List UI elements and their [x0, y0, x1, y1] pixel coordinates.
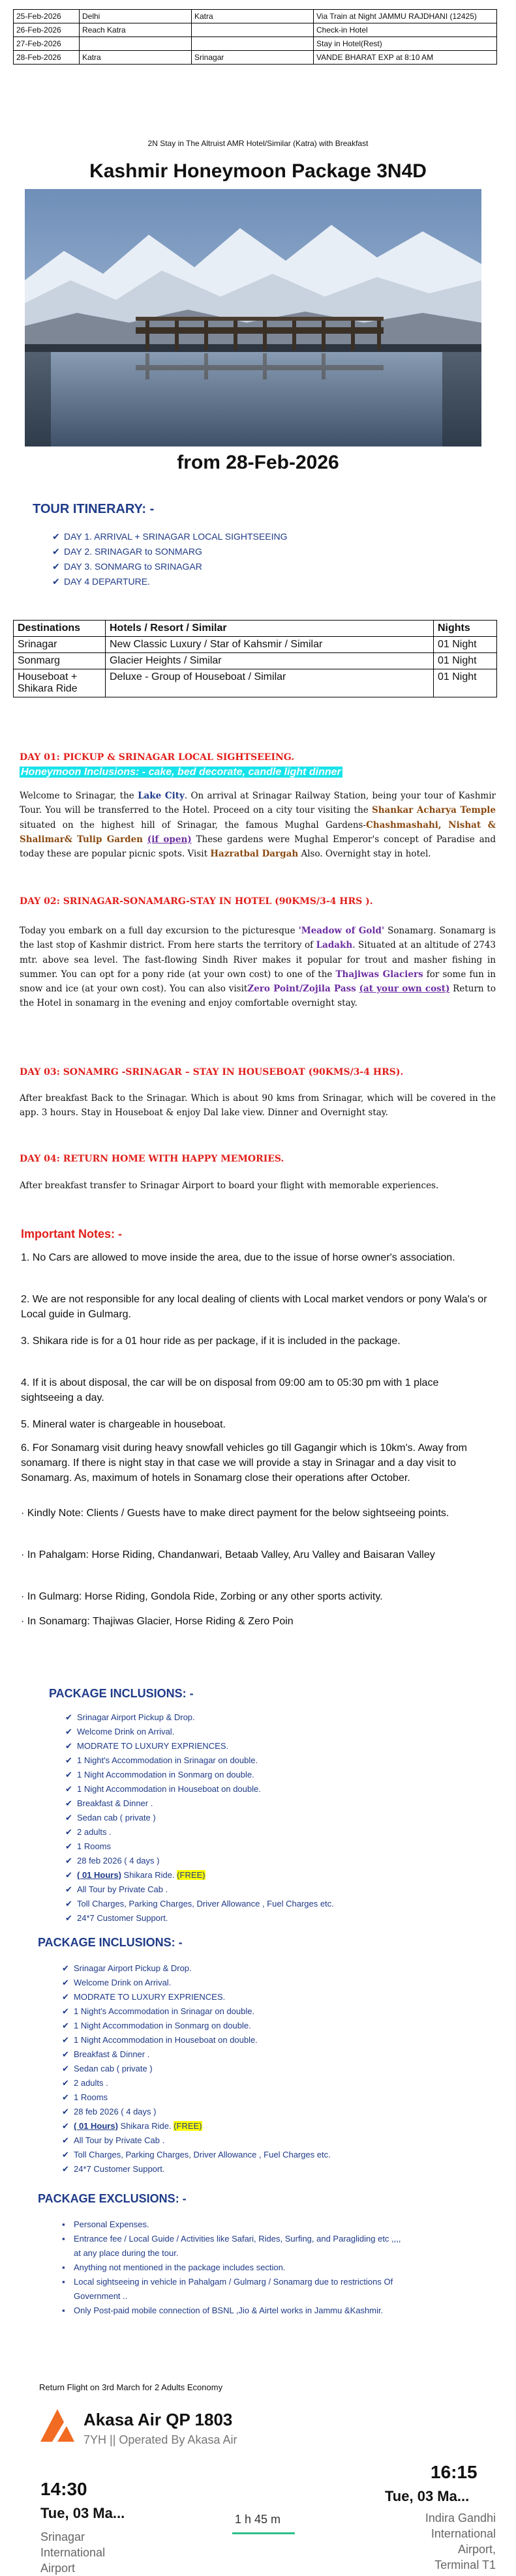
day1-heading: DAY 01: PICKUP & SRINAGAR LOCAL SIGHTSEEING. — [20, 752, 295, 763]
note-item: 6. For Sonamarg visit during heavy snowfall vehicles go till Gagangir which is 10km's. Away from sonamarg. If there is night stay in that case we will provide a stay in Srinagar and a day visit to Sonamarg. As, maximum of hotels in Sonamarg close their operations after October. — [21, 1442, 467, 1484]
list-item: ✔ DAY 4 DEPARTURE. — [52, 576, 151, 587]
duration-line — [232, 2532, 295, 2534]
list-item: ✔ MODRATE TO LUXURY EXPRIENCES. — [62, 1992, 226, 2002]
bullet-icon: ▪ — [62, 2262, 65, 2272]
inclusions-heading: PACKAGE INCLUSIONS: - — [49, 1687, 194, 1700]
table-cell: New Classic Luxury / Star of Kahsmir / Similar — [106, 637, 434, 653]
check-icon: ✔ — [62, 2107, 69, 2116]
arrival-airport: Indira Gandhi International Airport, Terminal T1 — [425, 2511, 496, 2571]
note-item: 2. We are not responsible for any local dealing of clients with Local market vendors or pony Wala's or Local guide in Gulmarg. — [21, 1294, 487, 1321]
list-item: ✔ Srinagar Airport Pickup & Drop. — [62, 1963, 192, 1973]
check-icon: ✔ — [62, 1992, 69, 2002]
list-item: ▪ Personal Expenses. — [62, 2219, 149, 2229]
table-cell: 25-Feb-2026 — [14, 10, 80, 23]
note-item: · In Sonamarg: Thajiwas Glacier, Horse Riding & Zero Poin — [21, 1616, 294, 1627]
table-cell: Via Train at Night JAMMU RAJDHANI (12425) — [314, 10, 497, 23]
list-item: ✔ Breakfast & Dinner . — [62, 2049, 150, 2059]
check-icon: ✔ — [65, 1827, 72, 1837]
airline-name: Akasa Air QP 1803 — [83, 2410, 233, 2429]
table-cell: Deluxe - Group of Houseboat / Similar — [106, 669, 434, 697]
list-item: ✔ Toll Charges, Parking Charges, Driver Allowance , Fuel Charges etc. — [65, 1899, 334, 1909]
table-header-row — [14, 621, 497, 637]
list-item: ✔ MODRATE TO LUXURY EXPRIENCES. — [65, 1741, 229, 1751]
table-cell: 01 Night — [434, 669, 497, 697]
arrival-time: 16:15 — [431, 2462, 478, 2482]
check-icon: ✔ — [62, 2135, 69, 2145]
check-icon: ✔ — [62, 2064, 69, 2073]
note-item: · Kindly Note: Clients / Guests have to make direct payment for the below sightseeing points. — [21, 1508, 449, 1519]
table-cell: Srinagar — [192, 51, 314, 65]
table-cell: 27-Feb-2026 — [14, 37, 80, 51]
table-cell: 01 Night — [434, 637, 497, 653]
package-title: Kashmir Honeymoon Package 3N4D — [89, 160, 427, 182]
column-header: Nights — [434, 621, 497, 637]
list-item: ▪ Anything not mentioned in the package includes section. — [62, 2262, 286, 2272]
list-item: ✔ DAY 3. SONMARG to SRINAGAR — [52, 561, 202, 572]
day2-heading: DAY 02: SRINAGAR-SONAMARG-STAY IN HOTEL (90KMS/3-4 HRS ). — [20, 896, 373, 907]
departure-airport: Srinagar International Airport — [40, 2530, 106, 2575]
table-cell: 26-Feb-2026 — [14, 23, 80, 37]
check-icon: ✔ — [65, 1899, 72, 1909]
day1-description: Welcome to Srinagar, the Lake City. On arrival at Srinagar Railway Station, being your tour of Kashmir Tour. You will be transferred to the Hotel. Proceed on a city tour visiting the Shankar Acharya Temple situated on the highest hill of Srinagar, the famous Mughal Gardens-Chashmashahi, Nishat & Shalimar& Tulip Garden (if open) These gardens were Mughal Emperor's concept of Paradise and today these are popular picnic spots. Visit Hazratbal Dargah Also. Overnight stay in hotel. — [20, 791, 496, 860]
check-icon: ✔ — [65, 1712, 72, 1722]
note-item: 1. No Cars are allowed to move inside the area, due to the issue of horse owner's association. — [21, 1252, 455, 1263]
check-icon: ✔ — [65, 1884, 72, 1894]
check-icon: ✔ — [62, 2006, 69, 2016]
list-item: ✔ 1 Night Accommodation in Houseboat on double. — [62, 2035, 258, 2045]
list-item: ✔ DAY 1. ARRIVAL + SRINAGAR LOCAL SIGHTSEEING — [52, 531, 288, 542]
list-item: ✔ Srinagar Airport Pickup & Drop. — [65, 1712, 195, 1722]
list-item: ✔ Toll Charges, Parking Charges, Driver Allowance , Fuel Charges etc. — [62, 2150, 331, 2159]
table-row — [14, 51, 497, 65]
list-item: ▪ Local sightseeing in vehicle in Pahalgam / Gulmarg / Sonamarg due to restrictions Of — [62, 2277, 393, 2287]
list-item: Government .. — [74, 2291, 128, 2301]
hotels-table — [13, 620, 497, 697]
check-icon: ✔ — [52, 561, 60, 572]
check-icon: ✔ — [62, 2121, 69, 2131]
departure-time: 14:30 — [40, 2479, 87, 2499]
from-date: from 28-Feb-2026 — [177, 452, 339, 473]
list-item: ✔ 1 Night's Accommodation in Srinagar on double. — [62, 2006, 255, 2016]
check-icon: ✔ — [62, 2092, 69, 2102]
list-item: ✔ 28 feb 2026 ( 4 days ) — [65, 1856, 160, 1866]
check-icon: ✔ — [65, 1755, 72, 1765]
check-icon: ✔ — [65, 1727, 72, 1736]
list-item: at any place during the tour. — [74, 2248, 179, 2258]
list-item: ✔ ( 01 Hours) Shikara Ride. (FREE) — [62, 2121, 202, 2131]
departure-date: Tue, 03 Ma... — [40, 2505, 125, 2521]
flight-duration: 1 h 45 m — [235, 2513, 281, 2526]
table-cell: Katra — [80, 51, 192, 65]
check-icon: ✔ — [52, 531, 60, 542]
exclusions-list — [62, 2219, 401, 2320]
table-row — [14, 637, 497, 653]
list-item: ✔ All Tour by Private Cab . — [65, 1884, 168, 1894]
kashmir-lake-photo — [25, 189, 481, 446]
table-row — [14, 37, 497, 51]
check-icon: ✔ — [62, 1978, 69, 1987]
check-icon: ✔ — [52, 576, 60, 587]
list-item: ▪ Only Post-paid mobile connection of BSNL ,Jio & Airtel works in Jammu &Kashmir. — [62, 2305, 384, 2315]
day3-description: After breakfast Back to the Srinagar. Which is about 90 kms from Srinagar, which will be covered in the app. 3 hours. Stay in Houseboat & enjoy Dal lake view. Dinner and Overnight stay. — [20, 1093, 496, 1119]
column-header: Hotels / Resort / Similar — [106, 621, 434, 637]
list-item: ✔ Sedan cab ( private ) — [62, 2064, 153, 2073]
list-item: ✔ 2 adults . — [65, 1827, 112, 1837]
list-item: ✔ All Tour by Private Cab . — [62, 2135, 165, 2145]
list-item: ✔ Welcome Drink on Arrival. — [65, 1727, 175, 1736]
day4-heading: DAY 04: RETURN HOME WITH HAPPY MEMORIES. — [20, 1154, 284, 1164]
table-cell: Katra — [192, 10, 314, 23]
day3-heading: DAY 03: SONAMRG -SRINAGAR – STAY IN HOUSEBOAT (90KMS/3-4 HRS). — [20, 1067, 404, 1077]
inclusions-list — [65, 1712, 334, 1927]
bullet-icon: ▪ — [62, 2219, 65, 2229]
column-header: Destinations — [14, 621, 106, 637]
honeymoon-inclusions-highlight: Honeymoon Inclusions: - cake, bed decorate, candle light dinner — [21, 767, 341, 778]
stay-line: 2N Stay in The Altruist AMR Hotel/Similar (Katra) with Breakfast — [147, 139, 369, 148]
table-row — [14, 23, 497, 37]
check-icon: ✔ — [62, 2049, 69, 2059]
check-icon: ✔ — [62, 2164, 69, 2174]
list-item: ▪ Entrance fee / Local Guide / Activities like Safari, Rides, Surfing, and Paragliding etc ,,,, — [62, 2234, 401, 2244]
list-item: ✔ Breakfast & Dinner . — [65, 1798, 153, 1808]
check-icon: ✔ — [65, 1913, 72, 1923]
check-icon: ✔ — [62, 2078, 69, 2088]
exclusions-heading: PACKAGE EXCLUSIONS: - — [38, 2192, 187, 2205]
note-item: 5. Mineral water is chargeable in houseboat. — [21, 1419, 226, 1430]
table-cell: 28-Feb-2026 — [14, 51, 80, 65]
list-item: ✔ ( 01 Hours) Shikara Ride. (FREE) — [65, 1870, 205, 1880]
note-item: 3. Shikara ride is for a 01 hour ride as per package, if it is included in the package. — [21, 1336, 401, 1347]
table-cell — [192, 37, 314, 51]
list-item: ✔ 28 feb 2026 ( 4 days ) — [62, 2107, 157, 2116]
table-row — [14, 669, 497, 697]
list-item: ✔ 2 adults . — [62, 2078, 108, 2088]
check-icon: ✔ — [62, 2035, 69, 2045]
table-cell: VANDE BHARAT EXP at 8:10 AM — [314, 51, 497, 65]
check-icon: ✔ — [65, 1813, 72, 1822]
list-item: ✔ 24*7 Customer Support. — [62, 2164, 165, 2174]
check-icon: ✔ — [62, 1963, 69, 1973]
inclusions-heading: PACKAGE INCLUSIONS: - — [38, 1936, 183, 1949]
itinerary-list — [52, 531, 287, 591]
important-notes-heading: Important Notes: - — [21, 1227, 122, 1240]
day4-description: After breakfast transfer to Srinagar Airport to board your flight with memorable experiences. — [20, 1180, 439, 1191]
operated-by: 7YH || Operated By Akasa Air — [83, 2433, 237, 2446]
itinerary-heading: TOUR ITINERARY: - — [33, 502, 155, 516]
check-icon: ✔ — [65, 1741, 72, 1751]
day2-description: Today you embark on a full day excursion to the picturesque 'Meadow of Gold' Sonamarg. Sonamarg is the last stop of Kashmir district. From here starts the territory of Ladakh. Situated at an altitude of 2743 mtr. above sea level. The fast-flowing Sindh River makes it popular for trout and masher fishing in summer. You can opt for a pony ride (at your own cost) to one of the Thajiwas Glaciers for some fun in snow and ice (at your own cost). You can also visitZero Point/Zojila Pass (at your own cost) Return to the Hotel in sonamarg in the evening and enjoy comfortable overnight stay. — [20, 926, 496, 1009]
check-icon: ✔ — [65, 1798, 72, 1808]
check-icon: ✔ — [62, 2021, 69, 2030]
table-cell: Stay in Hotel(Rest) — [314, 37, 497, 51]
table-cell: Check-in Hotel — [314, 23, 497, 37]
list-item: ✔ 1 Night Accommodation in Sonmarg on double. — [65, 1770, 254, 1779]
bullet-icon: ▪ — [62, 2234, 65, 2244]
table-cell: 01 Night — [434, 653, 497, 669]
table-cell — [192, 23, 314, 37]
check-icon: ✔ — [65, 1870, 72, 1880]
table-cell: Glacier Heights / Similar — [106, 653, 434, 669]
list-item: ✔ Welcome Drink on Arrival. — [62, 1978, 172, 1987]
note-item: 4. If it is about disposal, the car will be on disposal from 09:00 am to 05:30 pm with 1 place sightseeing a day. — [21, 1377, 439, 1404]
check-icon: ✔ — [65, 1841, 72, 1851]
list-item: ✔ 1 Rooms — [62, 2092, 108, 2102]
return-flight-note: Return Flight on 3rd March for 2 Adults Economy — [39, 2382, 223, 2392]
table-row — [14, 653, 497, 669]
list-item: ✔ 1 Night's Accommodation in Srinagar on double. — [65, 1755, 258, 1765]
check-icon: ✔ — [52, 546, 60, 557]
check-icon: ✔ — [65, 1856, 72, 1866]
check-icon: ✔ — [62, 2150, 69, 2159]
bullet-icon: ▪ — [62, 2277, 65, 2287]
list-item: ✔ 1 Night Accommodation in Houseboat on double. — [65, 1784, 261, 1794]
list-item: ✔ DAY 2. SRINAGAR to SONMARG — [52, 546, 202, 557]
arrival-date: Tue, 03 Ma... — [385, 2488, 470, 2504]
table-cell: Srinagar — [14, 637, 106, 653]
list-item: ✔ 24*7 Customer Support. — [65, 1913, 168, 1923]
list-item: ✔ 1 Night Accommodation in Sonmarg on double. — [62, 2021, 251, 2030]
table-cell: Sonmarg — [14, 653, 106, 669]
table-cell: Reach Katra — [80, 23, 192, 37]
table-cell: Houseboat + Shikara Ride — [14, 669, 106, 697]
list-item: ✔ Sedan cab ( private ) — [65, 1813, 156, 1822]
note-item: · In Gulmarg: Horse Riding, Gondola Ride, Zorbing or any other sports activity. — [21, 1591, 383, 1602]
note-item: · In Pahalgam: Horse Riding, Chandanwari, Betaab Valley, Aru Valley and Baisaran Valley — [21, 1549, 435, 1560]
bullet-icon: ▪ — [62, 2305, 65, 2315]
table-cell — [80, 37, 192, 51]
akasa-logo-icon — [38, 2405, 77, 2444]
table-cell: Delhi — [80, 10, 192, 23]
check-icon: ✔ — [65, 1784, 72, 1794]
list-item: ✔ 1 Rooms — [65, 1841, 112, 1851]
inclusions-list — [62, 1963, 331, 2178]
train-schedule-table — [13, 9, 497, 65]
check-icon: ✔ — [65, 1770, 72, 1779]
table-row — [14, 10, 497, 23]
